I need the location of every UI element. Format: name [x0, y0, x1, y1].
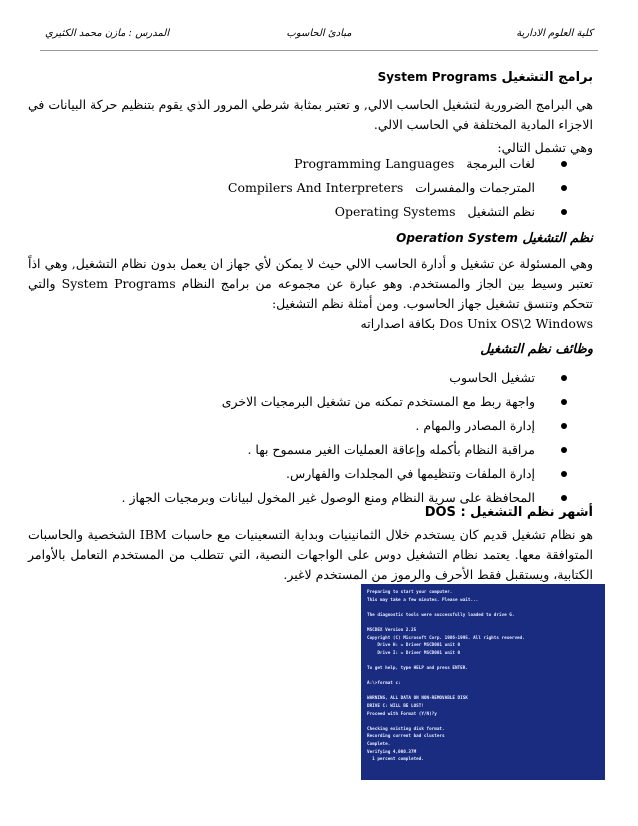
- list-item: إدارة الملفات وتنظيمها في المجلدات والفهارس.: [122, 462, 594, 486]
- header-course: مبادئ الحاسوب: [286, 28, 352, 39]
- system-programs-paragraph: هي البرامج الضرورية لتشغيل الحاسب الالي, و تعتبر بمثابة شرطي المرور الذي يقوم بتنظيم حركة البيانات في الاجزاء المادية المختلفة في الحاسب الالي.: [28, 97, 593, 132]
- dos-screen-line: WARNING, ALL DATA ON NON-REMOVABLE DISK: [367, 696, 468, 702]
- list-item: مراقبة النظام بأكمله وإعاقة العمليات الغير مسموح بها .: [122, 438, 594, 462]
- list-item-ar: المترجمات والمفسرات: [415, 180, 535, 195]
- dos-screen-line: Preparing to start your computer.: [367, 590, 453, 595]
- list-item-en: Programming Languages: [294, 156, 455, 171]
- dos-screen-line: Drive H: = Driver MSCD001 unit 0: [367, 643, 461, 649]
- header-college: كلية العلوم الادارية: [516, 28, 593, 39]
- heading-system-programs-ar: برامج التشغيل: [501, 70, 593, 85]
- heading-system-programs-en: System Programs: [377, 70, 497, 84]
- header-lecturer: المدرس : مازن محمد الكثيري: [45, 28, 170, 39]
- dos-screen-line: A:\>format c:: [367, 681, 401, 687]
- operating-system-paragraph: وهي المسئولة عن تشغيل و أدارة الحاسب الالي حيث لا يمكن لأي جهاز ان يعمل بدون نظام التشغيل, وهي اذاً تعتبر وسيط بين الجاز والمستخدم. وهو عبارة عن مجموعه من برامج النظام System Programs والتي تتحكم وتنسق تشغيل جهاز الحاسوب. ومن أمثلة نظم التشغيل:: [28, 256, 593, 311]
- list-item: [228, 152, 593, 176]
- dos-screen-line: Drive I: = Driver MSCD001 unit 0: [367, 650, 461, 656]
- dos-screen-line: This may take a few minutes. Please wait...: [367, 597, 479, 603]
- dos-screen-line: 1 percent completed.: [367, 757, 424, 763]
- dos-screen-line: Checking existing disk format.: [367, 726, 445, 732]
- dos-screen-line: Recording current bad clusters: [367, 734, 445, 740]
- dos-screen-line: Complete.: [367, 742, 391, 747]
- system-programs-intro: وهي تشمل التالي:: [497, 140, 593, 155]
- heading-operating-system: [396, 231, 593, 246]
- heading-operating-system-ar: نظم التشغيل: [522, 231, 593, 246]
- dos-screen-line: Copyright (C) Microsoft Corp. 1986-1995. All rights reserved.: [367, 635, 525, 641]
- dos-screen-line: DRIVE C: WILL BE LOST!: [367, 704, 424, 709]
- heading-operating-system-en: Operation System: [396, 231, 518, 245]
- dos-screen-line: MSCDEX Version 2.25: [367, 628, 417, 633]
- list-item: [228, 176, 593, 200]
- list-item: المحافظة على سرية النظام ومنع الوصول غير المخول لبيانات وبرمجيات الجهاز .: [122, 486, 594, 510]
- dos-paragraph: هو نظام تشغيل قديم كان يستخدم خلال الثمانينيات وبداية التسعينيات مع حاسبات IBM الشخصية والحاسبات المتوافقة معها. يعتمد نظام التشغيل دوس على الواجهات النصية، التي تتطلب من المستخدم التعامل بالأوامر الكتابية، ويستقبل فقط الأحرف والرموز من المستخدم لاغير.: [28, 527, 594, 582]
- heading-os-functions: وظائف نظم التشغيل: [480, 342, 593, 357]
- list-item-en: Compilers And Interpreters: [227, 180, 404, 195]
- header-rule: [40, 50, 598, 51]
- list-item: إدارة المصادر والمهام .: [122, 414, 594, 438]
- page-header: [45, 28, 593, 44]
- dos-screen-line: Verifying 4,000.37M: [367, 749, 417, 755]
- system-programs-list: [228, 152, 593, 224]
- dos-screen-line: To get help, type HELP and press ENTER.: [367, 666, 468, 671]
- heading-system-programs: [378, 70, 593, 85]
- heading-dos: أشهر نظم التشغيل : DOS: [424, 505, 593, 520]
- dos-screenshot: [361, 584, 605, 780]
- list-item-en: Operating Systems: [334, 204, 456, 219]
- list-item: واجهة ربط مع المستخدم تمكنه من تشغيل البرمجيات الاخرى: [122, 390, 594, 414]
- list-item-ar: لغات البرمجة: [466, 156, 535, 171]
- os-examples: Dos Unix OS\2 Windows بكافة اصداراته: [360, 316, 593, 331]
- list-item: تشغيل الحاسوب: [122, 366, 594, 390]
- list-item: [228, 200, 593, 224]
- dos-screen-line: The diagnostic tools were successfully loaded to drive G.: [367, 612, 515, 618]
- dos-screen-line: Proceed with Format (Y/N)?y: [367, 711, 437, 717]
- os-functions-list: [122, 366, 594, 510]
- list-item-ar: نظم التشغيل: [467, 204, 535, 219]
